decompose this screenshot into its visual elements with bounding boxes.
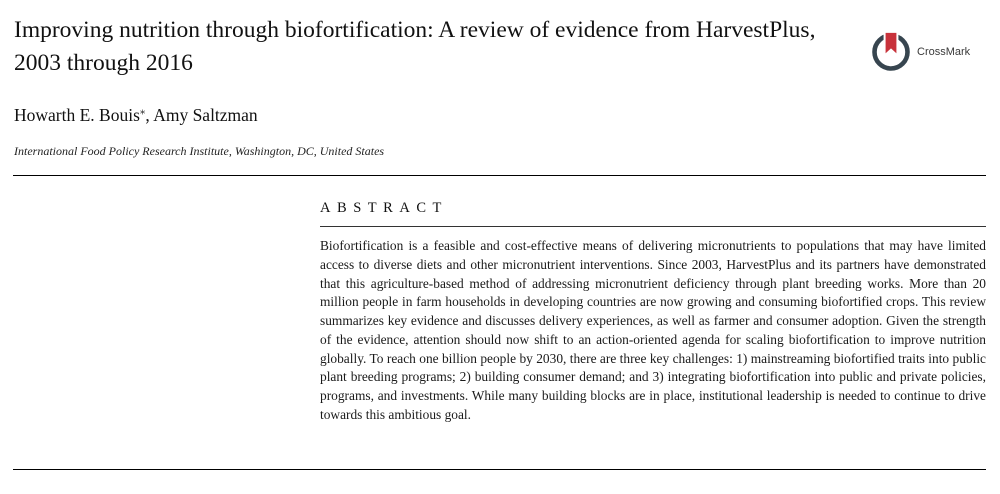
divider-top (13, 175, 986, 176)
corresponding-author-marker: ⁎ (139, 105, 146, 118)
author-rest: , Amy Saltzman (145, 105, 258, 125)
abstract-section (320, 200, 986, 425)
author-first: Howarth E. Bouis (14, 105, 140, 125)
crossmark-badge[interactable] (869, 30, 970, 74)
affiliation: International Food Policy Research Institute, Washington, DC, United States (14, 144, 385, 158)
abstract-divider (320, 226, 986, 227)
paper-title: Improving nutrition through biofortification: A review of evidence from HarvestPlus, 2003 through 2016 (14, 17, 816, 76)
author-list (14, 105, 258, 126)
abstract-heading: ABSTRACT (320, 200, 448, 216)
crossmark-label: CrossMark (917, 46, 971, 58)
divider-bottom (13, 469, 986, 470)
crossmark-icon (869, 30, 913, 74)
abstract-text: Biofortification is a feasible and cost-effective means of delivering micronutrients to populations that may have limited access to diverse diets and other micronutrient interventions. Since 2003, HarvestPlus and its partners have demonstrated that this agriculture-based method of addressing micronutrient deficiency through plant breeding works. More than 20 million people in farm households in developing countries are now growing and consuming biofortified crops. This review summarizes key evidence and discusses delivery experiences, as well as farmer and consumer adoption. Given the strength of the evidence, attention should now shift to an action-oriented agenda for scaling biofortification to improve nutrition globally. To reach one billion people by 2030, there are three key challenges: 1) mainstreaming biofortified traits into public plant breeding programs; 2) building consumer demand; and 3) integrating biofortification into public and private policies, programs, and investments. While many building blocks are in place, institutional leadership is needed to continue to drive towards this ambitious goal. (320, 238, 986, 422)
